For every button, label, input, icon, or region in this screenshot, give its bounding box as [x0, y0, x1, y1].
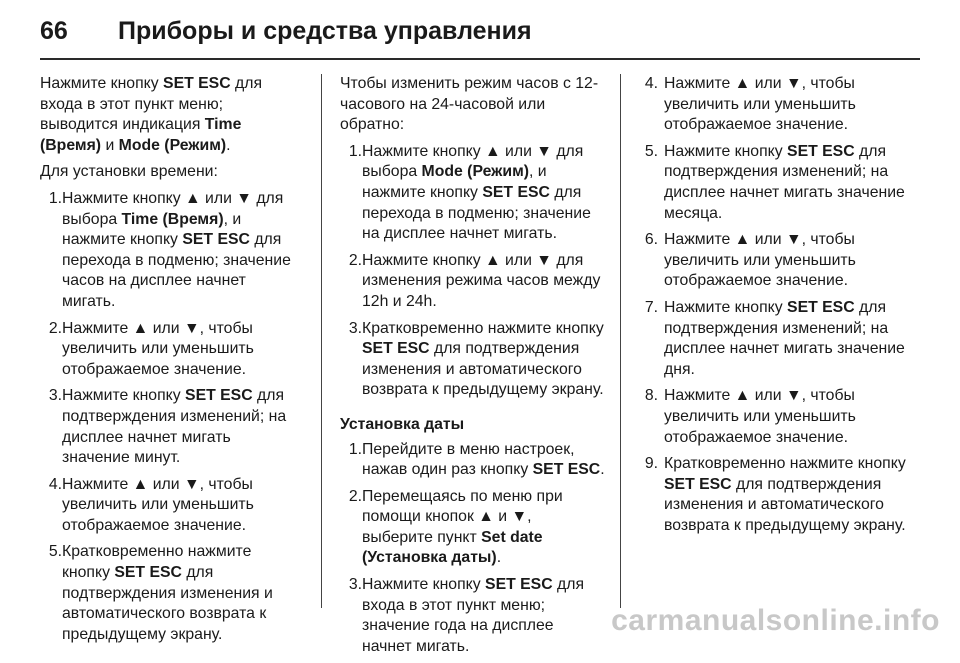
text: для подтверждения изменения и автоматического возврата к предыдущему экрану. [62, 564, 273, 643]
text: для перехода в подменю; значение на дисплее начнет мигать. [362, 183, 591, 243]
menu-item-name: Time (Время) [121, 210, 224, 228]
column-2 [340, 74, 606, 663]
text: Нажмите ▲ или ▼, чтобы увеличить или уменьшить отображаемое значение. [664, 75, 856, 134]
step-item [640, 142, 906, 224]
text: для подтверждения изменений; на дисплее начнет мигать значение месяца. [664, 142, 905, 222]
step-number: 4. [644, 75, 658, 92]
text: Нажмите ▲ или ▼, чтобы увеличить или уменьшить отображаемое значение. [62, 475, 254, 534]
column-3 [640, 74, 906, 542]
text: Кратковременно нажмите кнопку [62, 543, 252, 582]
button-name: SET ESC [787, 142, 855, 160]
date-section-heading: Установка даты [340, 415, 465, 433]
step-item [340, 251, 606, 313]
menu-item-name: Mode (Режим) [118, 136, 227, 154]
time-steps-list [40, 189, 302, 645]
mode-steps-list [340, 142, 606, 401]
step-number: 1. [48, 189, 62, 207]
step-number: 6. [644, 231, 658, 249]
text: Нажмите кнопку [664, 298, 788, 316]
text: . [496, 549, 502, 567]
text: для входа в этот пункт меню; выводится индикация [40, 75, 263, 134]
text: и [101, 136, 119, 154]
text: для подтверждения изменения и автоматического возврата к предыдущему экрану. [362, 340, 604, 399]
step-item [40, 319, 302, 381]
button-name: SET ESC [114, 564, 182, 582]
step-item [640, 298, 906, 380]
text: Нажмите ▲ или ▼, чтобы увеличить или уменьшить отображаемое значение. [62, 319, 254, 378]
button-name: SET ESC [664, 475, 732, 493]
step-item [340, 319, 606, 401]
text: для подтверждения изменений; на дисплее начнет мигать значение дня. [664, 298, 905, 378]
text: Нажмите кнопку ▲ или ▼ для изменения режима часов между 12h и 24h. [362, 251, 601, 310]
step-number: 4. [48, 475, 62, 493]
step-number: 2. [48, 319, 62, 337]
text: Перемещаясь по меню при помощи кнопок ▲ и ▼, выберите пункт [362, 487, 563, 546]
step-item [340, 440, 606, 481]
step-number: 1. [348, 142, 362, 160]
menu-item-name: Set date (Установка даты) [362, 528, 543, 567]
step-item [640, 230, 906, 292]
text: Нажмите ▲ или ▼, чтобы увеличить или уменьшить отображаемое значение. [664, 387, 856, 446]
intro-paragraph [40, 74, 302, 156]
text: Перейдите в меню настроек, нажав один раз кнопку [362, 440, 575, 479]
button-name: SET ESC [182, 231, 250, 249]
step-item [40, 475, 302, 537]
button-name: SET ESC [362, 340, 430, 358]
step-number: 2. [348, 251, 362, 269]
text: Нажмите кнопку [62, 387, 186, 405]
button-name: SET ESC [787, 298, 855, 316]
text: , и нажмите кнопку [362, 163, 547, 201]
text: Нажмите кнопку [40, 75, 164, 92]
watermark[interactable]: carmanualsonline.info [611, 604, 940, 637]
step-number: 9. [644, 455, 658, 473]
step-item [40, 189, 302, 313]
step-number: 3. [348, 576, 362, 594]
step-number: 3. [48, 387, 62, 405]
button-name: SET ESC [485, 576, 553, 594]
header-rule [40, 58, 920, 60]
menu-item-name: Mode (Режим) [421, 163, 530, 181]
column-divider [321, 74, 322, 608]
text: . [226, 136, 231, 154]
step-item [40, 542, 302, 645]
step-number: 1. [348, 440, 362, 458]
step-item [340, 575, 606, 657]
menu-item-name: Time (Время) [40, 116, 242, 154]
text: для подтверждения изменений; на дисплее начнет мигать значение минут. [62, 387, 287, 467]
date-steps-list [340, 440, 606, 658]
button-name: SET ESC [185, 387, 253, 405]
step-number: 7. [644, 298, 658, 316]
step-item [640, 454, 906, 536]
step-item [340, 142, 606, 245]
text: Нажмите кнопку [664, 142, 788, 160]
button-name: SET ESC [163, 75, 231, 92]
step-item [40, 386, 302, 468]
text: для подтверждения изменения и автоматического возврата к предыдущему экрану. [664, 475, 906, 534]
page-number: 66 [40, 17, 68, 45]
step-number: 5. [48, 543, 62, 561]
page-header [40, 14, 920, 48]
button-name: SET ESC [482, 183, 550, 201]
text: для перехода в подменю; значение часов на дисплее начнет мигать. [62, 231, 291, 310]
date-steps-continued-list [640, 74, 906, 536]
text: Нажмите ▲ или ▼, чтобы увеличить или уменьшить отображаемое значение. [664, 231, 856, 290]
text: для входа в этот пункт меню; значение года на дисплее начнет мигать. [362, 576, 585, 655]
column-1 [40, 74, 302, 651]
step-number: 2. [348, 487, 362, 505]
step-item [640, 386, 906, 448]
text: , и нажмите кнопку [62, 210, 242, 249]
text: Нажмите кнопку [362, 576, 486, 594]
step-number: 3. [348, 319, 362, 337]
step-number: 5. [644, 142, 658, 160]
text: . [600, 461, 605, 479]
text: Нажмите кнопку ▲ или ▼ для выбора [62, 189, 284, 228]
step-number: 8. [644, 387, 658, 405]
text: Кратковременно нажмите кнопку [362, 319, 604, 337]
time-setting-intro: Для установки времени: [40, 163, 218, 181]
text: Кратковременно нажмите кнопку [664, 455, 906, 473]
mode-intro: Чтобы изменить режим часов с 12-часового на 24-часовой или обратно: [340, 75, 599, 134]
step-item [640, 74, 906, 136]
step-item [340, 487, 606, 569]
text: Нажмите кнопку ▲ или ▼ для выбора [362, 142, 584, 181]
button-name: SET ESC [532, 461, 601, 479]
column-divider [620, 74, 621, 608]
page-title: Приборы и средства управления [118, 17, 532, 45]
